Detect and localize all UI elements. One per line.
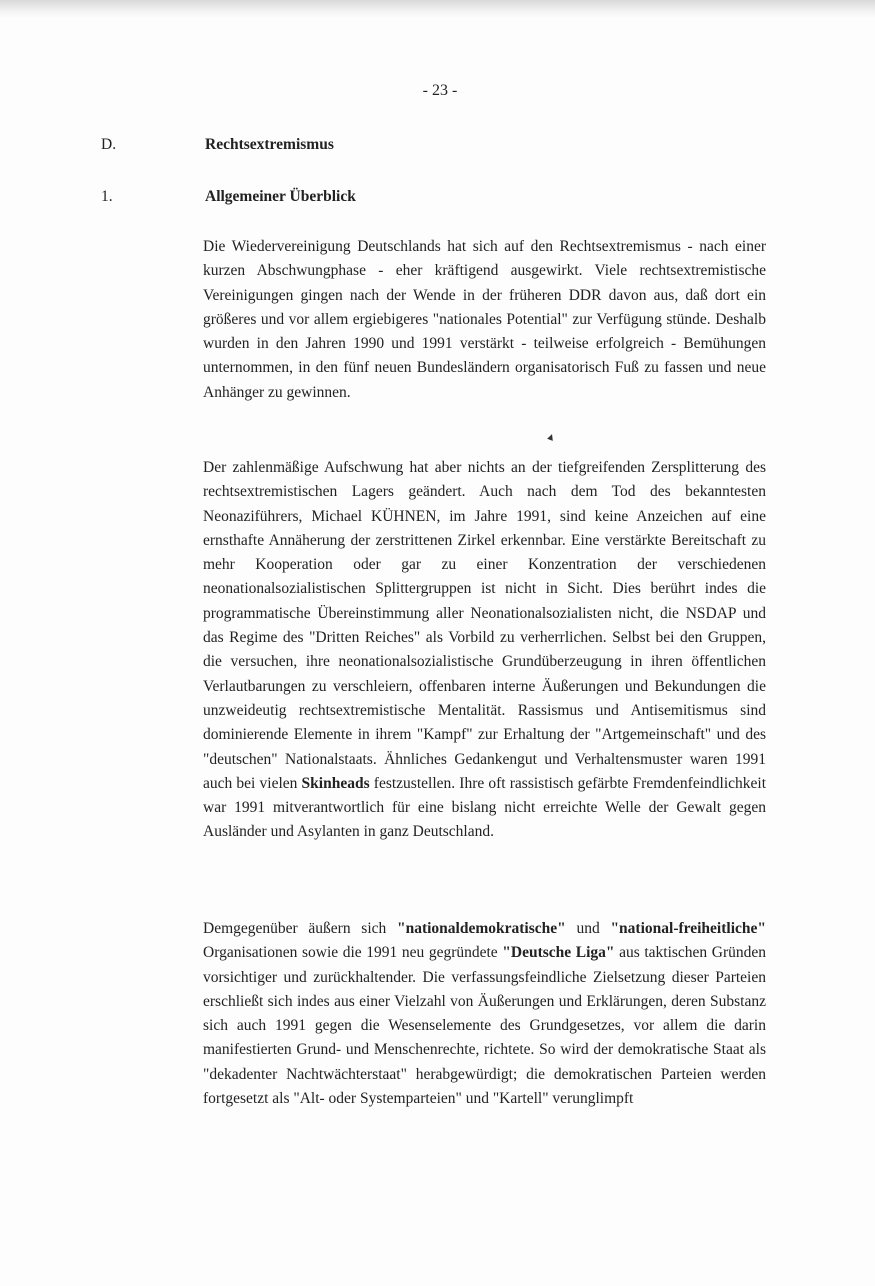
paragraph-2-bold-skinheads: Skinheads bbox=[301, 774, 370, 792]
page-number: - 23 - bbox=[422, 82, 458, 99]
paragraph-2 bbox=[203, 456, 766, 845]
paragraph-3-text-a: Demgegenüber äußern sich bbox=[203, 920, 387, 937]
paragraph-3-text-c: Organisationen sowie die 1991 neu gegründete bbox=[203, 944, 498, 962]
scan-speck bbox=[547, 433, 555, 441]
paragraph-3-text-d: aus taktischen Gründen vorsichtiger und zurückhaltender. Die verfassungsfeindliche Zielsetzung dieser Parteien erschließt sich indes aus einer Vielzahl von Äußerungen und Erklärungen, deren Substanz sich auch 1991 gegen die Wesenselemente des Grundgesetzes, vor allem die darin manifestierten Grund- und Menschenrechte, richtete. So wird der demokratische Staat als "dekadenter Nachtwächterstaat" herabgewürdigt; die demokratischen Parteien werden fortgesetzt als "Alt- oder Systemparteien" und "Kartell" verunglimpft bbox=[203, 944, 767, 1108]
section-title: Rechtsextremismus bbox=[205, 136, 334, 153]
paragraph-3-text-b: und bbox=[576, 920, 600, 937]
paragraph-1-text: Die Wiedervereinigung Deutschlands hat sich auf den Rechtsextremismus - nach einer kurzen Abschwungphase - eher kräftigend ausgewirkt. Viele rechtsextremistische Vereinigungen gingen nach der Wende in der früheren DDR davon aus, daß dort ein größeres und vor allem ergiebigeres "nationales Potential" zur Verfügung stünde. Deshalb wurden in den Jahren 1990 und 1991 verstärkt - teilweise erfolgreich - Bemühungen unternommen, in den fünf neuen Bundesländern organisatorisch Fuß zu fassen und neue Anhänger zu gewinnen. bbox=[203, 238, 766, 401]
scan-top-edge bbox=[0, 0, 875, 18]
paragraph-1 bbox=[203, 235, 766, 405]
paragraph-2-text-b: festzustellen. Ihre oft rassistisch gefärbte Fremdenfeindlichkeit war 1991 mitverantwortlich für eine bislang nicht erreichte Welle der Gewalt gegen Ausländer und Asylanten in ganz Deutschland. bbox=[203, 774, 766, 841]
section-number: D. bbox=[101, 136, 117, 153]
paragraph-3-bold-nationalfreiheitliche: "national-freiheitliche" bbox=[610, 920, 766, 937]
paragraph-3-bold-deutsche-liga: "Deutsche Liga" bbox=[502, 944, 615, 962]
subsection-number: 1. bbox=[101, 188, 113, 205]
paragraph-3 bbox=[203, 917, 766, 1111]
paragraph-2-text-a: Der zahlenmäßige Aufschwung hat aber nichts an der tiefgreifenden Zersplitterung des rechtsextremistischen Lagers geändert. Auch nach dem Tod des bekanntesten Neonaziführers, Michael KÜHNEN, im Jahre 1991, sind keine Anzeichen auf eine ernsthafte Annäherung der zerstrittenen Zirkel erkennbar. Eine verstärkte Bereitschaft zu mehr Kooperation oder gar zu einer Konzentration der verschiedenen neonationalsozialistischen Splittergruppen ist nicht in Sicht. Dies berührt indes die programmatische Übereinstimmung aller Neonationalsozialisten nicht, die NSDAP und das Regime des "Dritten Reiches" als Vorbild zu verherrlichen. Selbst bei den Gruppen, die versuchen, ihre neonationalsozialistische Grundüberzeugung in ihren öffentlichen Verlautbarungen zu verschleiern, offenbaren interne Äußerungen und Bekundungen die unzweideutig rechtsextremistische Mentalität. Rassismus und Antisemitismus sind dominierende Elemente in ihrem "Kampf" zur Erhaltung der "Artgemeinschaft" und des "deutschen" Nationalstaats. Ähnliches Gedankengut und Verhaltensmuster waren 1991 auch bei vielen bbox=[203, 459, 766, 792]
paragraph-3-bold-nationaldemokratische: "nationaldemokratische" bbox=[396, 920, 566, 937]
subsection-title: Allgemeiner Überblick bbox=[205, 188, 356, 205]
